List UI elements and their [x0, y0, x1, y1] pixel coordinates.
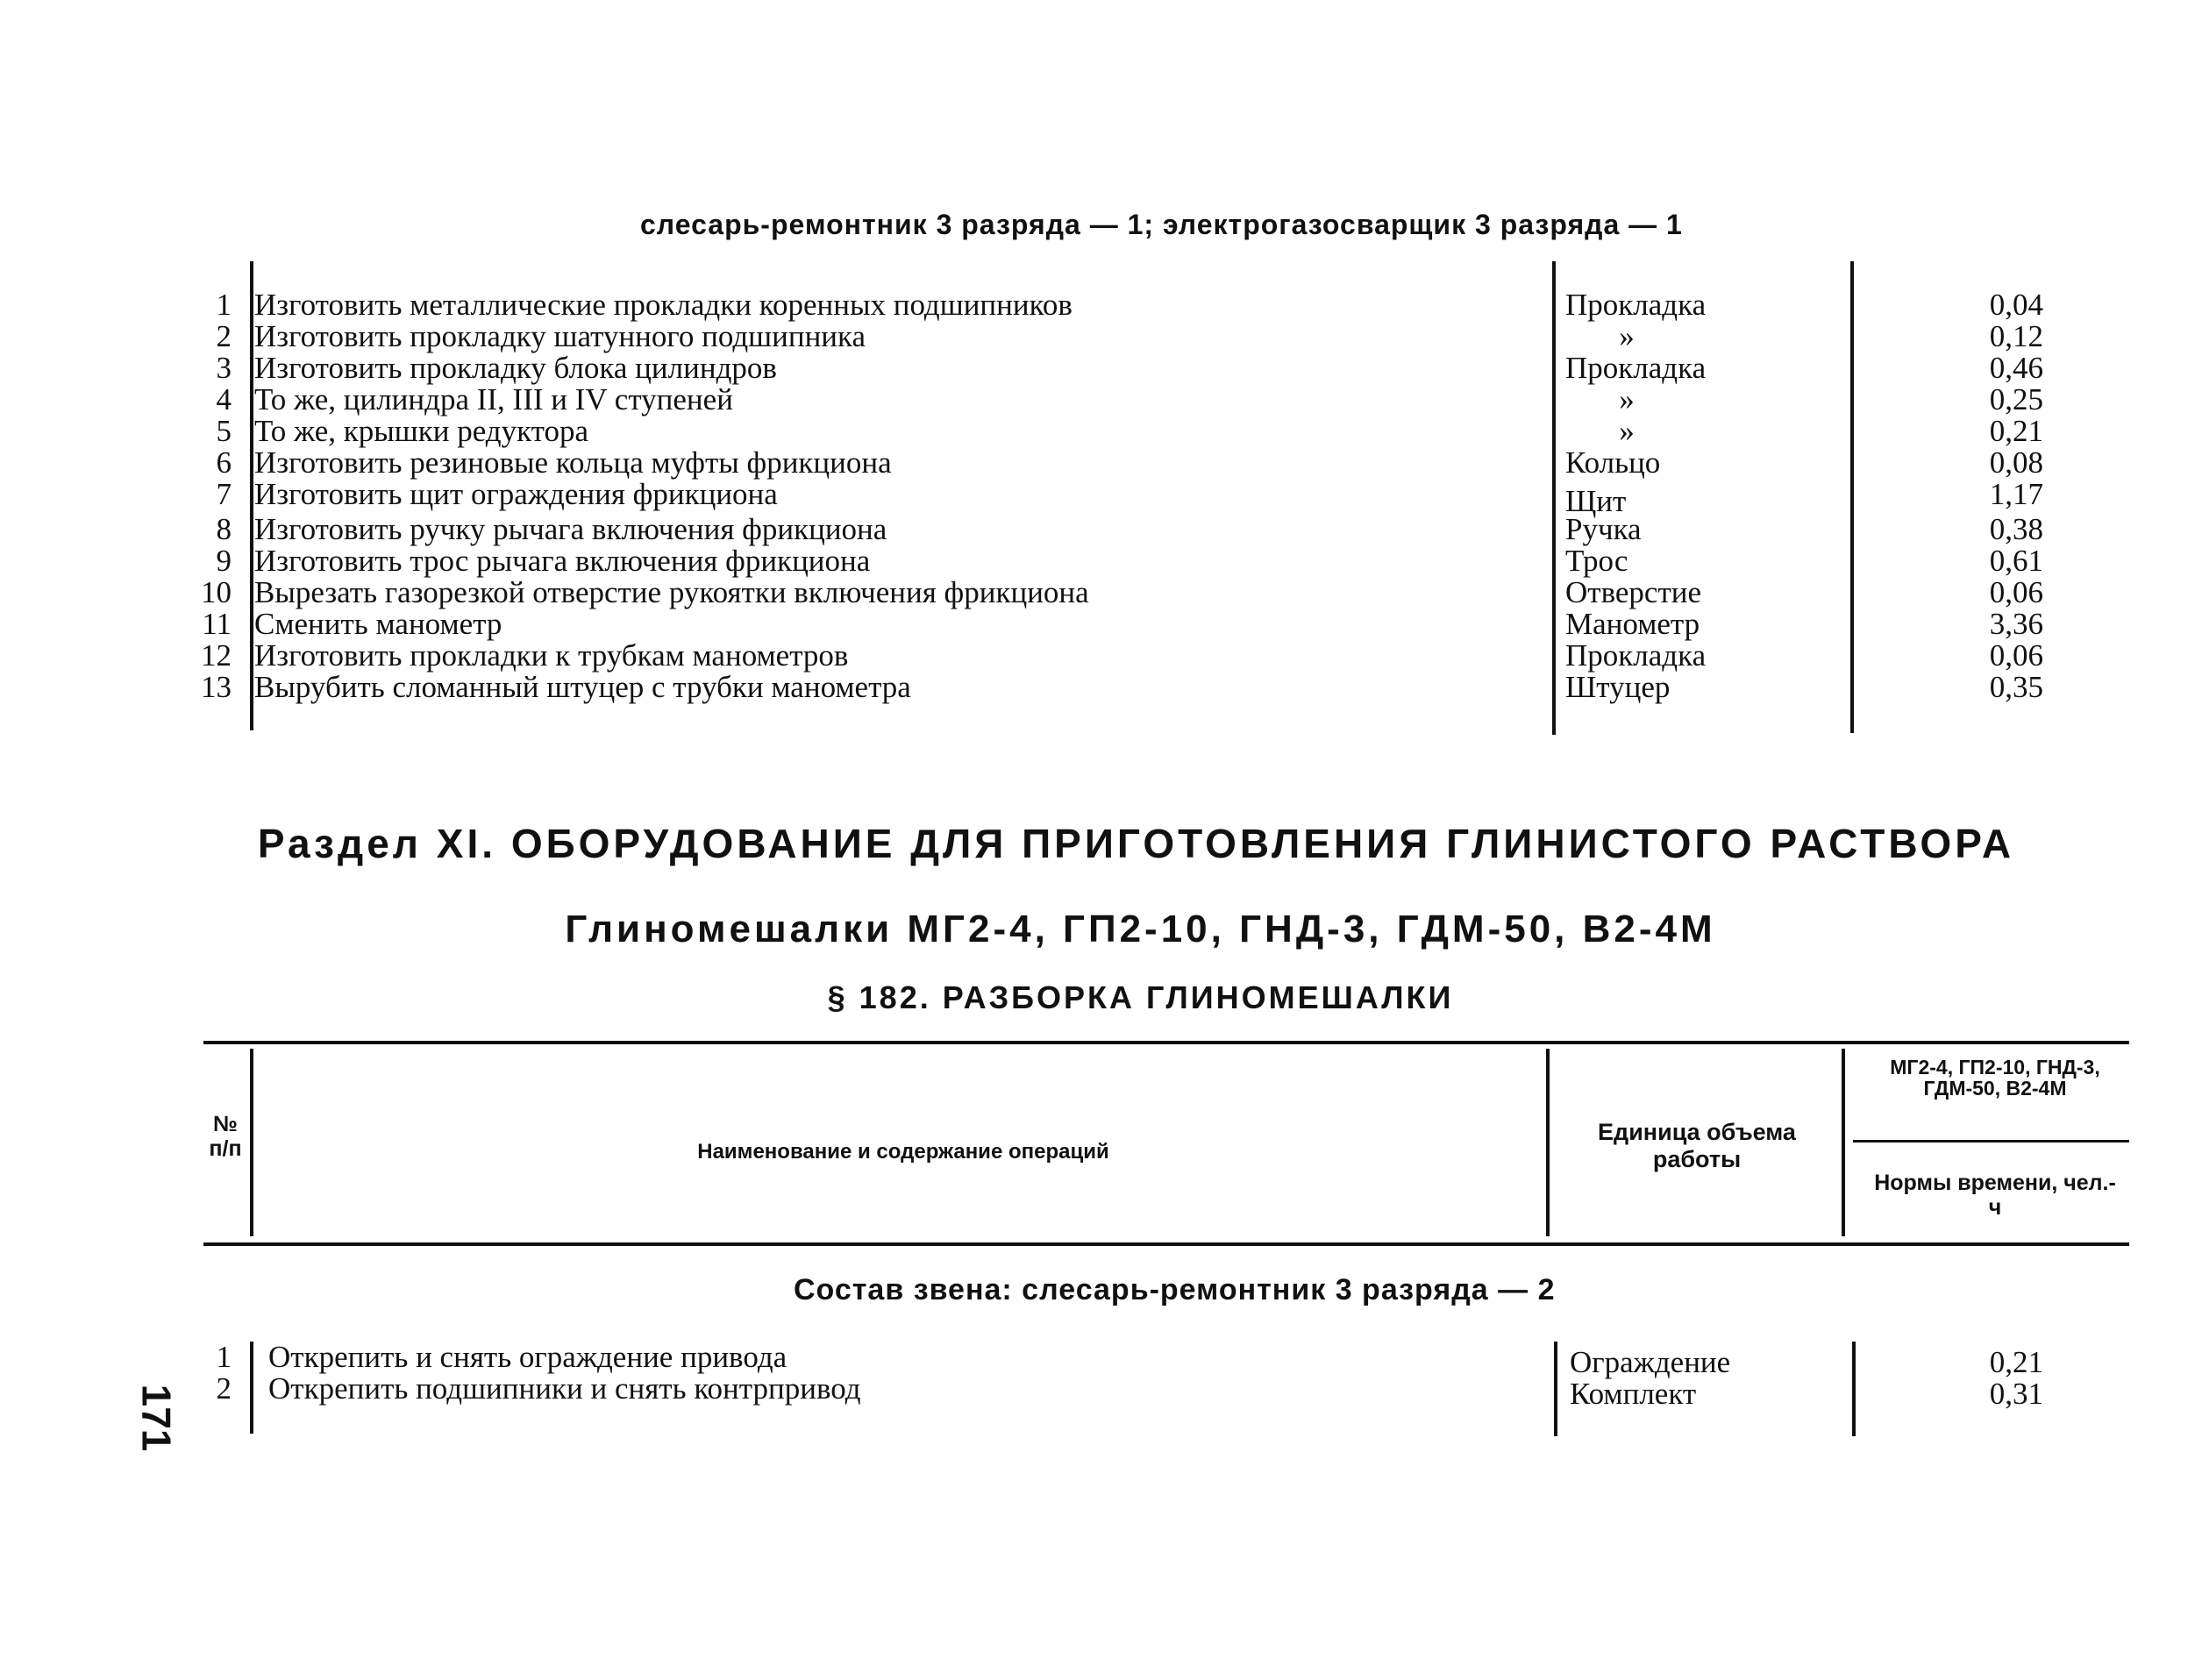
row-number: 12 [201, 638, 232, 673]
operation-name: Сменить манометр [254, 607, 502, 641]
header-num [203, 1112, 247, 1161]
time-norm: 0,21 [1989, 414, 2043, 448]
operation-name: Изготовить прокладку блока цилиндров [254, 351, 777, 385]
operation-name: Изготовить прокладки к трубкам манометров [254, 638, 849, 673]
time-norm: 0,21 [1989, 1345, 2043, 1379]
operation-name: Изготовить щит ограждения фрикциона [254, 477, 778, 511]
row-number: 5 [216, 414, 232, 448]
header-norms: Нормы времени, чел.-ч [1874, 1171, 2116, 1220]
operation-name: Изготовить трос рычага включения фрикциона [254, 544, 871, 578]
crew-composition-1: слесарь-ремонтник 3 разряда — 1; электрогазосварщик 3 разряда — 1 [640, 209, 1683, 240]
row-number: 8 [216, 512, 232, 546]
operation-name: То же, цилиндра II, III и IV ступеней [254, 382, 733, 416]
header-top-rule [203, 1041, 2129, 1044]
row-number: 4 [216, 382, 232, 416]
unit-of-work: Ограждение [1570, 1345, 1731, 1379]
time-norm: 1,17 [1989, 477, 2043, 511]
row-number: 13 [201, 670, 232, 704]
time-norm: 0,38 [1989, 512, 2043, 546]
operation-name: Вырубить сломанный штуцер с трубки манометра [254, 670, 911, 704]
header-bottom-rule [203, 1242, 2129, 1246]
time-norm: 0,25 [1989, 382, 2043, 416]
page-number: 171 [133, 1384, 180, 1452]
unit-of-work: Трос [1565, 544, 1628, 578]
time-norm: 0,31 [1989, 1377, 2043, 1411]
operation-name: Открепить подшипники и снять контрпривод [268, 1371, 861, 1406]
header-rule-right [1842, 1049, 1845, 1236]
operation-name: Изготовить металлические прокладки коренных подшипников [254, 288, 1072, 322]
operation-name: То же, крышки редуктора [254, 414, 589, 448]
operation-name: Изготовить прокладку шатунного подшипника [254, 319, 866, 353]
time-norm: 0,61 [1989, 544, 2043, 578]
unit-of-work: Ручка [1565, 512, 1642, 546]
row-number: 3 [216, 351, 232, 385]
header-operation-name: Наименование и содержание операций [697, 1140, 1109, 1164]
row-number: 7 [216, 477, 232, 511]
time-norm: 3,36 [1989, 607, 2043, 641]
unit-of-work: » [1619, 414, 1635, 448]
header-rule-left [250, 1049, 253, 1236]
header-models: МГ2-4, ГП2-10, ГНД-3, ГДМ-50, В2-4М [1890, 1056, 2100, 1100]
time-norm: 0,04 [1989, 288, 2043, 322]
time-norm: 0,08 [1989, 445, 2043, 480]
paragraph-title: § 182. РАЗБОРКА ГЛИНОМЕШАЛКИ [827, 979, 1454, 1015]
row-number: 2 [216, 319, 232, 353]
header-unit: Единица объема работы [1598, 1119, 1796, 1172]
header-num-pp: п/п [209, 1136, 242, 1161]
time-norm: 0,46 [1989, 351, 2043, 385]
row-number: 6 [216, 445, 232, 480]
time-norm: 0,12 [1989, 319, 2043, 353]
unit-of-work: Прокладка [1565, 288, 1707, 322]
operation-name: Изготовить резиновые кольца муфты фрикциона [254, 445, 892, 480]
unit-of-work: » [1619, 382, 1635, 416]
table2-body [193, 1342, 2078, 1412]
operation-name: Изготовить ручку рычага включения фрикциона [254, 512, 887, 546]
time-norm: 0,06 [1989, 575, 2043, 609]
unit-of-work: Отверстие [1565, 575, 1702, 609]
unit-of-work: Кольцо [1565, 445, 1661, 480]
unit-of-work: Манометр [1565, 607, 1700, 641]
section-title: Раздел XI. ОБОРУДОВАНИЕ ДЛЯ ПРИГОТОВЛЕНИЯ ГЛИНИСТОГО РАСТВОРА [257, 821, 2015, 866]
header-models-rule [1853, 1140, 2129, 1143]
header-rule-mid [1546, 1049, 1550, 1236]
unit-of-work: Прокладка [1565, 638, 1707, 673]
time-norm: 0,35 [1989, 670, 2043, 704]
time-norm: 0,06 [1989, 638, 2043, 673]
table1-body [193, 289, 2078, 710]
row-number: 1 [216, 1340, 232, 1374]
operation-name: Открепить и снять ограждение привода [268, 1340, 787, 1374]
header-num-sign: № [213, 1112, 238, 1136]
unit-of-work: Щит [1565, 484, 1627, 518]
unit-of-work: Штуцер [1565, 670, 1671, 704]
row-number: 11 [202, 607, 232, 641]
unit-of-work: Прокладка [1565, 351, 1707, 385]
subtitle: Глиномешалки МГ2-4, ГП2-10, ГНД-3, ГДМ-50, В2-4М [565, 908, 1716, 950]
operation-name: Вырезать газорезкой отверстие рукоятки включения фрикциона [254, 575, 1089, 609]
crew-composition-2: Состав звена: слесарь-ремонтник 3 разряда — 2 [794, 1273, 1556, 1306]
unit-of-work: » [1619, 319, 1635, 353]
row-number: 10 [201, 575, 232, 609]
row-number: 2 [216, 1371, 232, 1406]
row-number: 1 [216, 288, 232, 322]
row-number: 9 [216, 544, 232, 578]
unit-of-work: Комплект [1570, 1377, 1697, 1411]
